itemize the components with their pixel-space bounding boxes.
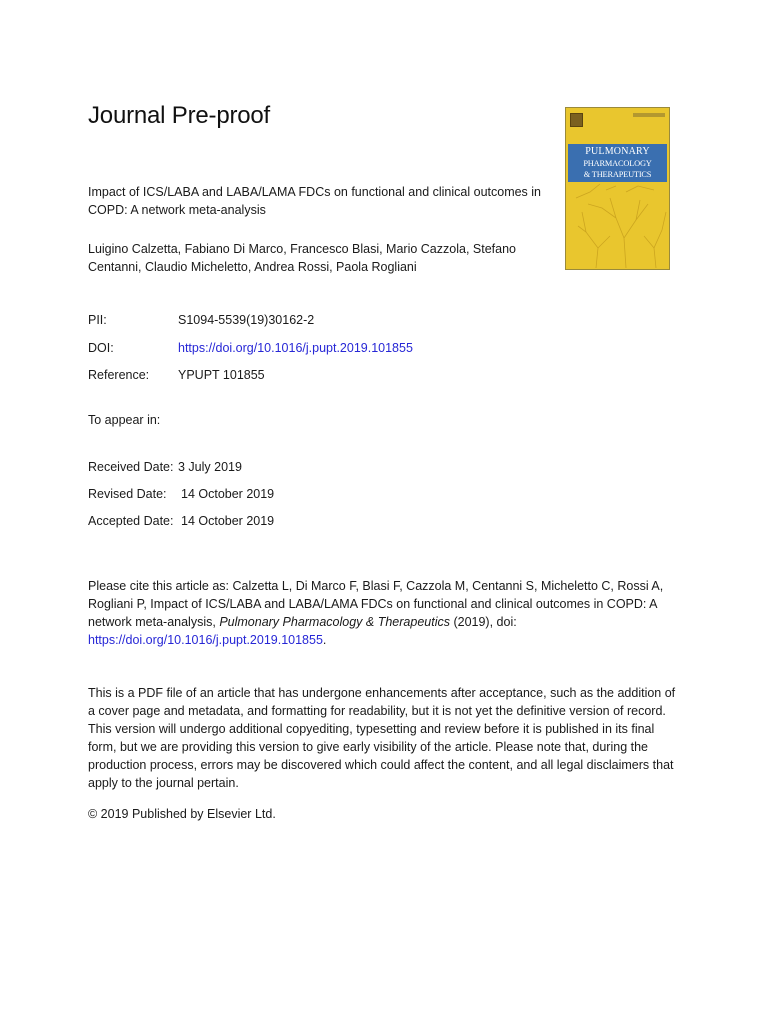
received-date-value: 3 July 2019 (178, 460, 242, 474)
cover-title-line: PULMONARY (585, 146, 650, 157)
revised-date-label: Revised Date: (88, 487, 167, 501)
cover-title-band (568, 144, 667, 182)
accepted-date-value: 14 October 2019 (181, 514, 275, 528)
citation-doi-link[interactable]: https://doi.org/10.1016/j.pupt.2019.101855 (88, 633, 323, 647)
pii-label: PII: (88, 313, 107, 327)
journal-cover-image (565, 107, 670, 270)
article-title: Impact of ICS/LABA and LABA/LAMA FDCs on functional and clinical outcomes in COPD: A network meta-analysis (88, 185, 542, 217)
citation-text: Please cite this article as: Calzetta L, Di Marco F, Blasi F, Cazzola M, Centanni S, Micheletto C, Rossi A, Rogliani P, Impact of ICS/LABA and LABA/LAMA FDCs on functional and clinical outcomes in COPD: A network meta-analysis, (88, 579, 664, 629)
cover-title-line: & THERAPEUTICS (583, 170, 652, 179)
citation-paragraph (88, 577, 684, 649)
pii-value: S1094-5539(19)30162-2 (178, 313, 315, 327)
doi-link[interactable]: https://doi.org/10.1016/j.pupt.2019.101855 (178, 341, 413, 355)
appear-in-label: To appear in: (88, 413, 161, 427)
reference-value: YPUPT 101855 (178, 368, 265, 382)
revised-date-value: 14 October 2019 (181, 487, 275, 501)
received-date-label: Received Date: (88, 460, 174, 474)
page-heading: Journal Pre-proof (88, 102, 271, 129)
doi-label: DOI: (88, 341, 114, 355)
cover-title-line: PHARMACOLOGY (583, 158, 652, 168)
elsevier-tree-icon (570, 113, 583, 127)
citation-text-middle: (2019), doi: (449, 615, 517, 629)
reference-label: Reference: (88, 368, 150, 382)
cover-texture (566, 108, 670, 270)
cover-issn-mark (633, 113, 665, 117)
article-authors: Luigino Calzetta, Fabiano Di Marco, Francesco Blasi, Mario Cazzola, Stefano Centanni, Claudio Micheletto, Andrea Rossi, Paola Rogliani (88, 242, 516, 274)
citation-journal: Pulmonary Pharmacology & Therapeutics (219, 615, 450, 629)
accepted-date-label: Accepted Date: (88, 514, 174, 528)
citation-text-end: . (322, 633, 327, 647)
preproof-notice: This is a PDF file of an article that has undergone enhancements after acceptance, such as the addition of a cover page and metadata, and formatting for readability, but it is not yet the definitive version of record. This version will undergo additional copyediting, typesetting and review before it is published in its final form, but we are providing this version to give early visibility of the article. Please note that, during the production process, errors may be discovered which could affect the content, and all legal disclaimers that apply to the journal pertain. (88, 686, 676, 790)
copyright-notice: © 2019 Published by Elsevier Ltd. (88, 807, 276, 821)
